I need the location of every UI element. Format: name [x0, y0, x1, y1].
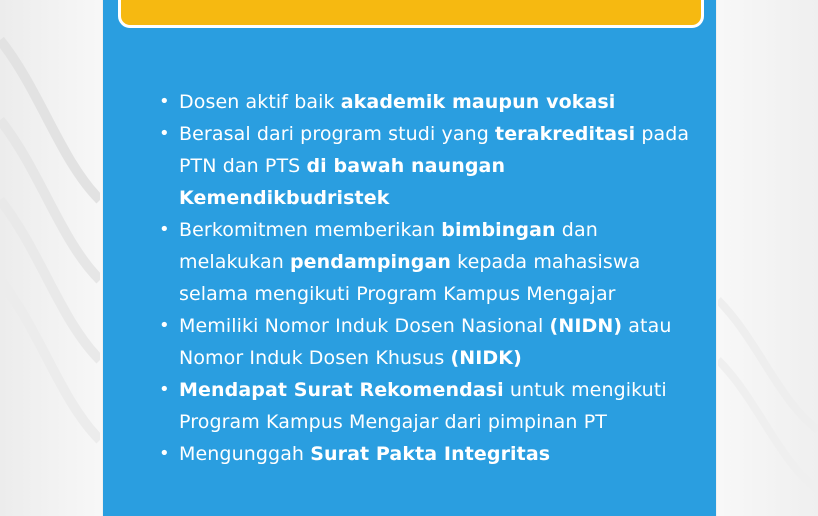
item-text: Memiliki Nomor Induk Dosen Nasional — [179, 315, 550, 337]
header-banner — [118, 0, 704, 28]
item-emphasis: Mendapat Surat Rekomendasi — [179, 379, 504, 401]
item-emphasis: bimbingan — [441, 219, 556, 241]
item-emphasis: Surat Pakta Integritas — [310, 443, 551, 465]
item-emphasis: pendampingan — [289, 251, 452, 273]
list-item — [179, 214, 699, 310]
list-item — [179, 374, 699, 438]
item-emphasis: (NIDK) — [450, 347, 522, 369]
requirements-list — [157, 86, 699, 470]
item-text: Mengunggah — [179, 443, 311, 465]
list-item — [179, 310, 699, 374]
list-item — [179, 118, 699, 214]
item-text: untuk mengikuti Program Kampus Mengajar dari pimpinan PT — [179, 379, 667, 433]
item-text: Berkomitmen memberikan — [179, 219, 442, 241]
background-wave-decoration-left — [0, 0, 100, 516]
requirements-card — [103, 0, 716, 516]
item-text: Dosen aktif baik — [179, 91, 341, 113]
item-text: Berasal dari program studi yang — [179, 123, 496, 145]
item-emphasis: akademik maupun vokasi — [340, 91, 616, 113]
item-text: pada PTN dan PTS — [179, 123, 690, 177]
item-emphasis: (NIDN) — [549, 315, 623, 337]
background-wave-decoration-right — [718, 0, 818, 516]
item-emphasis: di bawah naungan Kemendikbudristek — [179, 155, 506, 209]
item-text: kepada mahasiswa selama mengikuti Program Kampus Mengajar — [179, 251, 641, 305]
item-text: dan melakukan — [179, 219, 598, 273]
list-item — [179, 86, 699, 118]
item-text: atau Nomor Induk Dosen Khusus — [179, 315, 672, 369]
list-item — [179, 438, 699, 470]
item-emphasis: terakreditasi — [495, 123, 636, 145]
